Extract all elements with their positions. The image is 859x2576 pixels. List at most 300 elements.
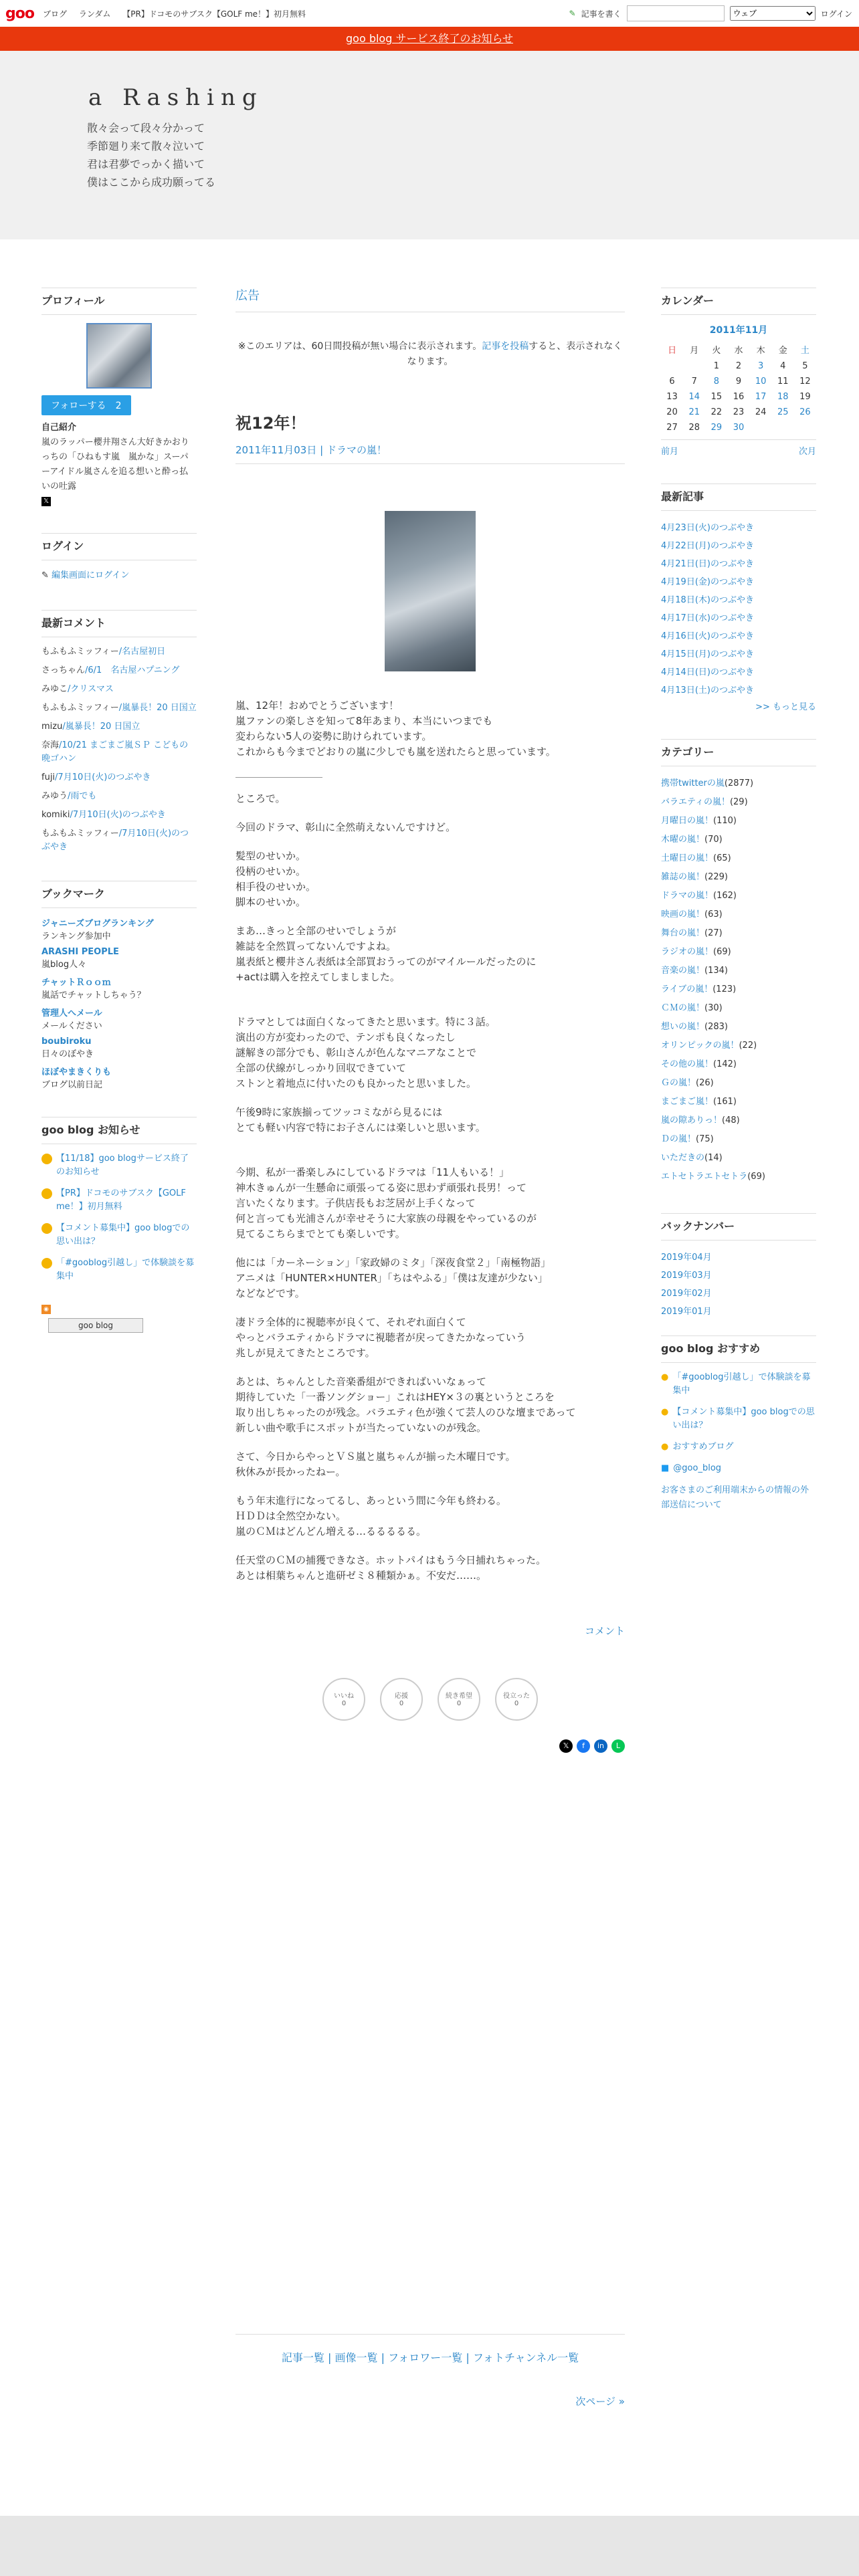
bookmark-link[interactable]: 管理人へメール (41, 1008, 102, 1018)
category-section (661, 739, 816, 1186)
recommend-link[interactable]: 「#gooblog引越し」で体験談を募集中 (672, 1372, 811, 1396)
comment-author: さっちゃん (41, 665, 86, 675)
category-link[interactable]: ＣＭの嵐！ (661, 1003, 705, 1013)
main-content (235, 286, 625, 1753)
comment-item (41, 683, 197, 696)
recent-article-link[interactable]: 4月14日(日)のつぶやき (661, 667, 754, 677)
notice-icon (41, 1154, 52, 1164)
x-account-link[interactable]: @goo_blog (673, 1463, 722, 1473)
calendar-day: 5 (802, 361, 808, 371)
category-count: (29) (729, 797, 748, 807)
entry-meta: 2011年11月03日 | ドラマの嵐！ (235, 443, 625, 464)
calendar-month[interactable]: 2011年11月 (709, 325, 768, 336)
category-count: (27) (704, 928, 723, 938)
recommend-item (661, 1440, 816, 1454)
goo-notice-link[interactable]: 【PR】ドコモのサブスク【GOLF me！】初月無料 (56, 1188, 186, 1212)
calendar-day (794, 420, 816, 435)
calendar-day[interactable]: 26 (799, 407, 811, 417)
calendar-day (750, 420, 772, 435)
backnumber-link[interactable]: 2019年04月 (661, 1253, 712, 1263)
rss-icon[interactable]: ◉ (41, 1305, 51, 1314)
recent-comments-title: 最新コメント (41, 610, 197, 637)
reaction-label: 応援 (395, 1693, 408, 1700)
goo-notice-section (41, 1117, 197, 1333)
category-count: (69) (713, 947, 731, 957)
category-link[interactable]: Ｄの嵐！ (661, 1134, 696, 1144)
category-count: (48) (722, 1115, 740, 1125)
x-account-row (661, 1462, 816, 1475)
entry-paragraph: さて、今日からやっとＶＳ嵐と嵐ちゃんが揃った木曜日です。 秋休みが長かったねー。 (235, 1451, 516, 1478)
bulb-icon: ● (661, 1407, 669, 1417)
bookmark-desc: ブログ以前日記 (41, 1080, 103, 1090)
comment-author: もふもふミッフィー (41, 703, 119, 713)
reaction-count: 0 (399, 1700, 404, 1707)
calendar-title: カレンダー (661, 288, 816, 315)
calendar-day (683, 358, 705, 374)
reaction-button[interactable] (438, 1678, 480, 1721)
category-count: (283) (704, 1022, 728, 1032)
category-count: (134) (704, 966, 728, 976)
ad-text-2: すると、表示されなくなります。 (407, 341, 623, 367)
entry-paragraph: もう年末進行になってるし、あっという間に今年も終わる。 ＨＤＤは全然空かない。 嵐のＣＭはどんどん増える…るるるるる。 (235, 1495, 506, 1537)
comment-author: みゆう (41, 791, 68, 801)
next-month-link[interactable]: 次月 (798, 447, 816, 457)
category-item (661, 774, 816, 793)
search-scope-select[interactable] (730, 6, 816, 21)
recent-article-link[interactable]: 4月16日(火)のつぶやき (661, 631, 754, 641)
calendar-day: 9 (735, 377, 742, 387)
notice-icon (41, 1188, 52, 1199)
calendar-day: 23 (733, 407, 745, 417)
reaction-buttons (235, 1678, 625, 1721)
recent-article-link[interactable]: 4月21日(日)のつぶやき (661, 559, 754, 569)
category-link[interactable]: ライブの嵐！ (661, 984, 713, 994)
bookmark-desc: メールください (41, 1021, 102, 1031)
entry-paragraph: まあ…きっと全部のせいでしょうが 雑誌を全然買ってないんですよね。 嵐表紙と櫻井さん表紙は全部買おうってのがマイルールだったのに +actは購入を控えてしましました。 (235, 925, 537, 983)
bookmark-desc: 嵐blog人々 (41, 960, 87, 970)
calendar-weekday: 水 (734, 346, 743, 356)
category-item (661, 1149, 816, 1168)
paragraph-gap (235, 998, 625, 1014)
category-link[interactable]: まごまご嵐！ (661, 1097, 714, 1107)
bookmark-link[interactable]: ジャニーズブログランキング (41, 919, 154, 929)
calendar-week (661, 389, 816, 405)
entry-paragraph: 任天堂のＣＭの捕獲できなさ。ホットパイはもう今日捕れちゃった。 あとは相葉ちゃんと進研ゼミ８種類かぁ。不安だ……。 (235, 1554, 547, 1582)
entry-paragraph: 今期、私が一番楽しみにしているドラマは「11人もいる！」 神木きゅんが一生懸命に頑張ってる姿に思わず頑張れ長男！って 言いたくなります。子供店長もお芝居が上手くなって 何と言っても光浦さんが幸せそうに大家族の母親をやっているのが 見てるこちらまでとても楽しいです。 (235, 1166, 537, 1240)
backnumber-title: バックナンバー (661, 1213, 816, 1241)
category-count: (123) (712, 984, 737, 994)
post-article-link[interactable]: 記事を投稿 (482, 341, 529, 352)
goo-notice-link[interactable]: 「#gooblog引越し」で体験談を募集中 (56, 1258, 195, 1281)
bookmark-title: ブックマーク (41, 881, 197, 908)
recent-article-link[interactable]: 4月15日(月)のつぶやき (661, 649, 754, 659)
category-item (661, 1055, 816, 1074)
reaction-count: 0 (456, 1700, 462, 1707)
calendar-day (661, 358, 683, 374)
rss-area (41, 1303, 197, 1333)
calendar-day[interactable]: 8 (713, 377, 719, 387)
category-item (661, 980, 816, 999)
left-sidebar (41, 288, 197, 1360)
category-item (661, 962, 816, 980)
goo-notice-item (41, 1222, 197, 1249)
service-end-notice-bar (0, 27, 859, 51)
avatar[interactable] (86, 323, 152, 389)
calendar-weekdays (661, 340, 816, 358)
paragraph-divider (235, 777, 322, 778)
reaction-label: 役立った (503, 1693, 530, 1700)
comment-post-link[interactable]: /嵐暴長！20 日国立 (118, 703, 197, 713)
entry-category-link[interactable]: ドラマの嵐！ (326, 444, 387, 456)
bookmark-desc: 日々のぼやき (41, 1049, 94, 1059)
top-right-tools (569, 5, 852, 21)
category-count: (2877) (724, 778, 754, 788)
page-footer-band (0, 2516, 859, 2576)
calendar-day: 15 (710, 392, 723, 402)
follower-list-link[interactable]: フォロワー一覧 (388, 2351, 463, 2364)
calendar-day[interactable]: 30 (733, 423, 745, 433)
comment-item (41, 702, 197, 715)
nav-pr-link[interactable]: 【PR】ドコモのサブスク【GOLF me！】初月無料 (122, 9, 306, 19)
entry-date-link[interactable]: 2011年11月03日 (235, 444, 317, 456)
category-count: (69) (747, 1172, 765, 1182)
comment-author: もふもふミッフィー (41, 829, 119, 839)
prev-month-link[interactable]: 前月 (661, 447, 679, 457)
goo-notice-link[interactable]: 【11/18】goo blogサービス終了のお知らせ (56, 1154, 189, 1177)
comment-author: mizu (41, 722, 63, 732)
external-info-link[interactable]: お客さまのご利用端末からの情報の外部送信について (661, 1485, 809, 1510)
recent-article-link[interactable]: 4月18日(木)のつぶやき (661, 595, 754, 605)
bulb-icon: ● (661, 1372, 669, 1382)
comment-item (41, 771, 197, 784)
service-end-notice-link[interactable]: goo blog サービス終了のお知らせ (346, 32, 513, 45)
comment-author: komiki (41, 810, 70, 820)
comment-post-link[interactable]: /雨でも (68, 791, 97, 801)
calendar-nav (661, 439, 816, 457)
category-item (661, 1093, 816, 1111)
entry-paragraph: 今回のドラマ、彰山に全然萌えないんですけど。 (235, 821, 456, 833)
nav-random-link[interactable]: ランダム (78, 9, 111, 19)
category-link[interactable]: 映画の嵐！ (661, 909, 705, 920)
category-item (661, 924, 816, 943)
category-link[interactable]: 土曜日の嵐！ (661, 853, 714, 863)
calendar-day (772, 420, 794, 435)
backnumber-link[interactable]: 2019年01月 (661, 1307, 712, 1317)
calendar-day: 20 (666, 407, 678, 417)
blog-description: 散々会って段々分かって 季節廻り来て散々泣いて 君は君夢でっかく描いて 僕はここから成功願ってる (87, 122, 216, 189)
reaction-label: いいね (334, 1693, 354, 1700)
calendar-weekday: 火 (712, 346, 721, 356)
comment-post-link[interactable]: /クリスマス (68, 684, 114, 694)
entry-photo[interactable] (385, 511, 476, 671)
category-count: (75) (696, 1134, 714, 1144)
goo-blog-badge[interactable]: goo blog (48, 1318, 143, 1333)
comment-post-link[interactable]: /7月10日(火)のつぶやき (41, 829, 189, 852)
category-count: (110) (713, 816, 737, 826)
reaction-label: 続き希望 (446, 1693, 472, 1700)
recommend-item (661, 1406, 816, 1432)
reaction-button[interactable] (380, 1678, 423, 1721)
category-link[interactable]: 雑誌の嵐！ (661, 872, 705, 882)
calendar-week (661, 405, 816, 420)
category-count: (142) (713, 1059, 737, 1069)
facebook-share-icon[interactable]: f (577, 1739, 590, 1753)
category-count: (22) (739, 1041, 757, 1051)
write-article-link[interactable]: 記事を書く (581, 9, 622, 19)
blog-title[interactable]: a Rashing (88, 84, 264, 111)
recommend-link[interactable]: おすすめブログ (672, 1442, 734, 1452)
top-nav (43, 8, 315, 19)
category-item (661, 887, 816, 905)
next-page-link[interactable]: 次ページ » (575, 2395, 625, 2407)
recommend-item (661, 1371, 816, 1398)
goo-notice-item (41, 1257, 197, 1283)
bookmark-desc: 嵐話でチャットしちゃう？ (41, 990, 146, 1000)
entry-paragraph: ところで。 (235, 792, 286, 804)
linkedin-share-icon[interactable]: in (594, 1739, 607, 1753)
goo-notice-item (41, 1152, 197, 1179)
category-link[interactable]: エトセトラエトセトラ (661, 1172, 748, 1182)
backnumber-link[interactable]: 2019年02月 (661, 1289, 712, 1299)
entry-title[interactable]: 祝12年！ (235, 414, 306, 433)
blog-header (0, 51, 859, 239)
category-link[interactable]: ラジオの嵐！ (661, 947, 714, 957)
category-link[interactable]: 舞台の嵐！ (661, 928, 705, 938)
category-link[interactable]: 木曜の嵐！ (661, 835, 705, 845)
category-link[interactable]: 携帯twitterの嵐 (661, 778, 725, 788)
category-link[interactable]: 音楽の嵐！ (661, 966, 705, 976)
comment-post-link[interactable]: /名古屋初日 (118, 647, 166, 657)
category-count: (14) (704, 1153, 723, 1163)
comment-author: 奈海 (41, 740, 60, 750)
calendar-week (661, 358, 816, 374)
category-count: (30) (704, 1003, 723, 1013)
entry-paragraph: 午後9時に家族揃ってツッコミながら見るには とても軽い内容で特にお子さんには楽しいと思います。 (235, 1106, 486, 1134)
article-list-link[interactable]: 記事一覧 (281, 2351, 324, 2364)
calendar-day: 16 (733, 392, 745, 402)
calendar-week (661, 420, 816, 435)
entry-paragraph: 凄ドラ全体的に視聴率が良くて、それぞれ面白くて やっとバラエティからドラマに視聴者が戻ってきたかなっていう 兆しが見えてきたところです。 (235, 1316, 526, 1359)
bookmark-link[interactable]: ARASHI PEOPLE (41, 947, 119, 957)
category-link[interactable]: いただきの (661, 1153, 705, 1163)
calendar-day: 24 (755, 407, 767, 417)
calendar-section (661, 288, 816, 457)
category-item (661, 905, 816, 924)
category-link[interactable]: Ｇの嵐！ (661, 1078, 696, 1088)
category-link[interactable]: ドラマの嵐！ (661, 891, 714, 901)
category-count: (63) (704, 909, 723, 920)
calendar-day[interactable]: 25 (777, 407, 789, 417)
calendar-day: 13 (666, 392, 678, 402)
bookmark-section (41, 881, 197, 1090)
follow-label: フォローする (51, 401, 106, 411)
category-count: (229) (704, 872, 728, 882)
category-link[interactable]: その他の嵐！ (661, 1059, 714, 1069)
more-articles-link[interactable]: >> もっと見る (755, 702, 816, 712)
calendar-day: 7 (691, 377, 697, 387)
recent-article-link[interactable]: 4月19日(金)のつぶやき (661, 577, 754, 587)
pencil-icon: ✎ (41, 570, 52, 580)
calendar-day[interactable]: 21 (688, 407, 700, 417)
category-link[interactable]: オリンピックの嵐！ (661, 1041, 739, 1051)
category-item (661, 999, 816, 1018)
category-link[interactable]: 嵐の隙ありっ！ (661, 1115, 723, 1125)
bookmark-link[interactable]: チャットＲｏｏｍ (41, 978, 111, 988)
recent-articles-title: 最新記事 (661, 484, 816, 511)
login-section (41, 533, 197, 583)
ad-title: 広告 (235, 286, 625, 312)
category-item (661, 1018, 816, 1037)
ad-text-1: ※このエリアは、60日間投稿が無い場合に表示されます。 (237, 341, 482, 352)
bookmark-link[interactable]: boubiroku (41, 1037, 92, 1047)
comment-link[interactable]: コメント (584, 1625, 625, 1637)
recent-article-link[interactable]: 4月13日(土)のつぶやき (661, 685, 754, 695)
calendar-day: 11 (777, 377, 789, 387)
comment-item (41, 809, 197, 822)
goo-recommend-section (661, 1335, 816, 1513)
calendar-day: 22 (710, 407, 723, 417)
comment-author: fuji (41, 772, 56, 782)
comment-post-link[interactable]: /7月10日(火)のつぶやき (70, 810, 166, 820)
calendar-day: 6 (669, 377, 675, 387)
category-count: (26) (696, 1078, 714, 1088)
category-title: カテゴリー (661, 739, 816, 766)
calendar-day: 27 (666, 423, 678, 433)
calendar-week (661, 374, 816, 389)
entry-paragraph: 他には「カーネーション」「家政婦のミタ」「深夜食堂２」「南極物語」 アニメは「HUNTER×HUNTER」「ちはやふる」「僕は友達が少ない」 などなどです。 (235, 1257, 551, 1299)
bookmark-link[interactable]: ほぼやまきくりも (41, 1067, 112, 1077)
nav-blog-link[interactable]: ブログ (43, 9, 68, 19)
recommend-link[interactable]: 【コメント募集中】goo blogでの思い出は？ (672, 1407, 815, 1430)
calendar-day: 4 (780, 361, 786, 371)
backnumber-section (661, 1213, 816, 1317)
calendar-day: 12 (799, 377, 811, 387)
goo-recommend-title: goo blog おすすめ (661, 1335, 816, 1363)
comment-item (41, 827, 197, 854)
self-intro-label: 自己紹介 (41, 423, 77, 433)
calendar-day[interactable]: 10 (755, 377, 767, 387)
calendar-day[interactable]: 17 (755, 392, 767, 402)
category-item (661, 943, 816, 962)
comment-item (41, 645, 197, 659)
follow-button[interactable] (41, 395, 131, 415)
calendar-weekday: 木 (756, 346, 765, 356)
calendar-day[interactable]: 3 (757, 361, 764, 371)
category-item (661, 868, 816, 887)
entry-paragraph: 髪型のせいか。 役柄のせいか。 相手役のせいか。 脚本のせいか。 (235, 850, 316, 908)
comment-post-link[interactable]: /7月10日(火)のつぶやき (55, 772, 151, 782)
category-item (661, 831, 816, 849)
category-count: (162) (713, 891, 737, 901)
calendar-day[interactable]: 29 (710, 423, 723, 433)
recent-article-link[interactable]: 4月17日(水)のつぶやき (661, 613, 754, 623)
category-link[interactable]: 想いの嵐！ (661, 1022, 705, 1032)
calendar-day[interactable]: 14 (688, 392, 700, 402)
notice-icon (41, 1223, 52, 1234)
x-share-icon[interactable]: 𝕏 (559, 1739, 573, 1753)
photo-channel-link[interactable]: フォトチャンネル一覧 (472, 2351, 579, 2364)
goo-logo[interactable]: goo (5, 5, 34, 22)
calendar-day: 1 (713, 361, 719, 371)
calendar-weekday: 金 (778, 346, 787, 356)
reaction-count: 0 (514, 1700, 519, 1707)
category-link[interactable]: バラエティの嵐！ (661, 797, 730, 807)
ad-notice (235, 339, 625, 370)
recent-article-link[interactable]: 4月23日(火)のつぶやき (661, 523, 754, 533)
category-item (661, 812, 816, 831)
calendar-weekday: 土 (800, 346, 809, 356)
edit-login-link[interactable]: 編集画面にログイン (52, 570, 130, 580)
comment-post-link[interactable]: /6/1 名古屋ハプニング (85, 665, 180, 675)
recent-article-link[interactable]: 4月22日(月)のつぶやき (661, 541, 754, 551)
category-item (661, 1037, 816, 1055)
comment-post-link[interactable]: /10/21 まごまご嵐ＳＰ こどもの晩ゴハン (41, 740, 189, 764)
comment-author: みゆこ (41, 684, 68, 694)
line-share-icon[interactable]: L (611, 1739, 625, 1753)
entry-paragraph: ドラマとしては面白くなってきたと思います。特に３話。 演出の方が変わったので、テンポも良くなったし 謎解きの部分でも、彰山さんが色んなマニアなことで 全部の伏線がしっかり回収できていて ストンと着地点に付いたのも良かったと思いました。 (235, 1016, 496, 1089)
x-bird-icon: ■ (661, 1463, 670, 1473)
right-sidebar (661, 288, 816, 1539)
x-icon[interactable]: 𝕏 (41, 497, 51, 506)
backnumber-link[interactable]: 2019年03月 (661, 1271, 712, 1281)
login-link[interactable]: ログイン (820, 9, 852, 19)
category-item (661, 1130, 816, 1149)
entry-paragraph: 嵐、12年！おめでとうございます！ 嵐ファンの楽しさを知って8年あまり、本当にいつまでも 変わらない5人の姿勢に助けられています。 これからも今までどおりの嵐に少しでも嵐を送れたらと思っています。 (235, 700, 556, 758)
bookmark-desc: ランキング参加中 (41, 932, 111, 942)
backnumber-list[interactable] (661, 1249, 816, 1317)
comment-post-link[interactable]: /嵐暴長！20 日国立 (62, 722, 140, 732)
recent-articles-section (661, 484, 816, 712)
comment-author: もふもふミッフィー (41, 647, 119, 657)
calendar-weekday: 日 (668, 346, 677, 356)
category-item (661, 849, 816, 868)
comment-item (41, 790, 197, 803)
calendar-day: 2 (735, 361, 742, 371)
category-item (661, 1074, 816, 1093)
goo-notice-item (41, 1187, 197, 1214)
entry-body (235, 698, 625, 1584)
reaction-count: 0 (341, 1700, 347, 1707)
comment-item (41, 739, 197, 766)
footer-links: 記事一覧 | 画像一覧 | フォロワー一覧 | フォトチャンネル一覧 (235, 2334, 625, 2365)
calendar-day[interactable]: 18 (777, 392, 789, 402)
recent-comments-section (41, 610, 197, 854)
reaction-button[interactable] (495, 1678, 538, 1721)
profile-title: プロフィール (41, 288, 197, 315)
share-buttons (235, 1739, 625, 1753)
self-intro-text: 嵐のラッパー櫻井翔さん大好きかおりっちの「ひねもす嵐 嵐かな」スーパーアイドル嵐さんを追る想いと酔っ払いの吐露 (41, 437, 189, 492)
comment-item (41, 720, 197, 734)
top-bar (0, 0, 859, 27)
calendar-day: 19 (799, 392, 811, 402)
paragraph-gap (235, 1149, 625, 1165)
category-count: (161) (713, 1097, 737, 1107)
category-item (661, 1168, 816, 1186)
category-count: (65) (713, 853, 731, 863)
category-count: (70) (704, 835, 723, 845)
calendar-weekday: 月 (690, 346, 699, 356)
comment-item (41, 664, 197, 677)
category-link[interactable]: 月曜日の嵐！ (661, 816, 714, 826)
goo-notice-link[interactable]: 【コメント募集中】goo blogでの思い出は？ (56, 1223, 190, 1247)
reaction-button[interactable] (322, 1678, 365, 1721)
search-input[interactable] (627, 5, 725, 21)
entry-paragraph: あとは、ちゃんとした音楽番組ができればいいなぁって 期待していた「一番ソングショー」これはHEY×３の裏というところを 取り出しちゃったのが残念。バラエティ色が強くて芸人のひな壇まであって 新しい曲や歌手にスポットが当たっていないのが残念。 (235, 1376, 576, 1434)
image-list-link[interactable]: 画像一覧 (335, 2351, 378, 2364)
category-item (661, 793, 816, 812)
follow-count: 2 (115, 401, 122, 411)
category-item (661, 1111, 816, 1130)
